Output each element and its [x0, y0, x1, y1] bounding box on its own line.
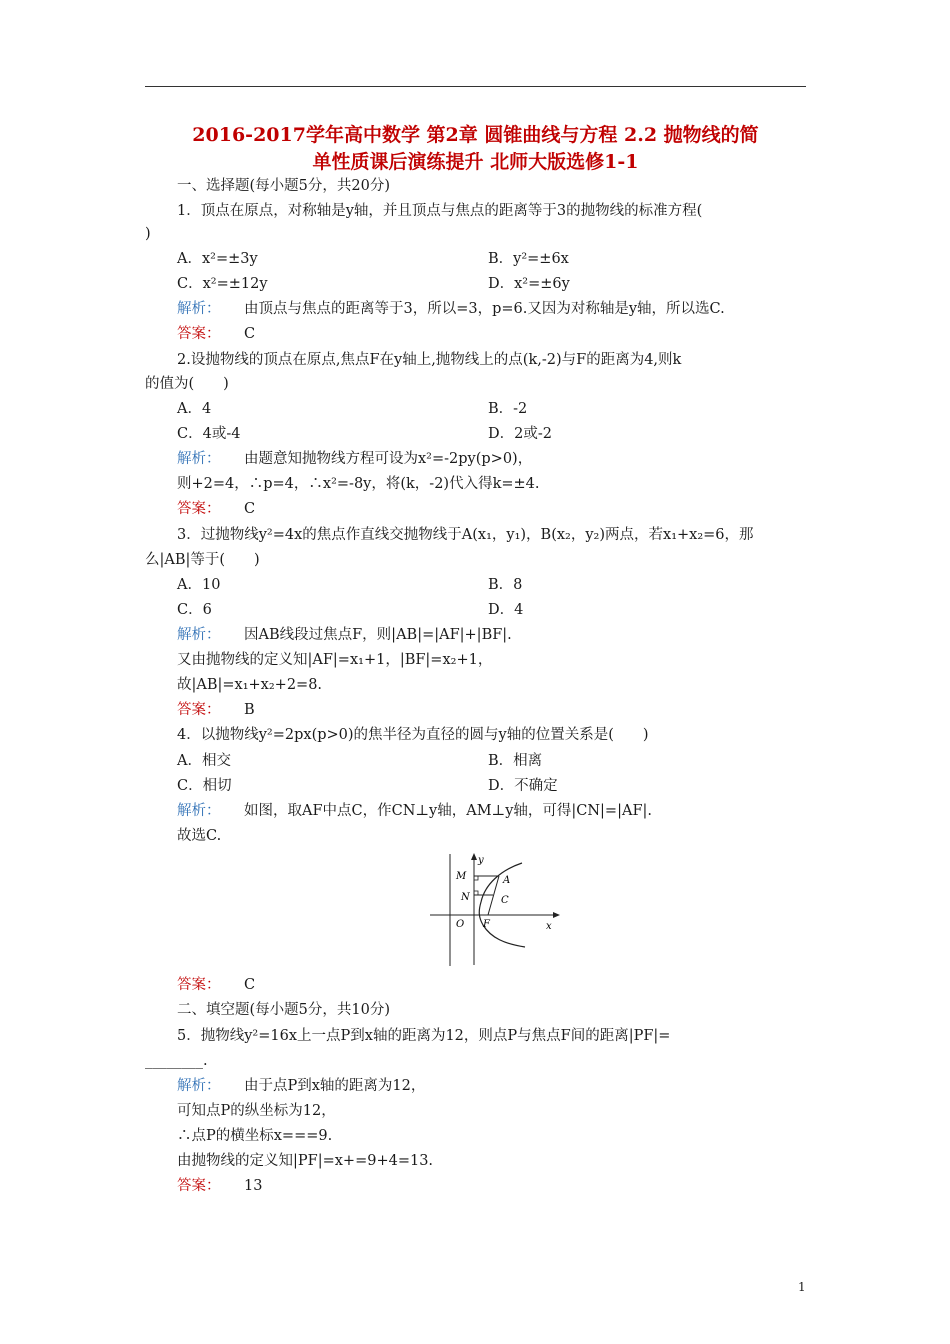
x-axis-arrow: [553, 912, 560, 918]
title-line-2: 单性质课后演练提升 北师大版选修1-1: [312, 151, 639, 173]
text-line: 5．抛物线y²=16x上一点P到x轴的距离为12，则点P与焦点F间的距离|PF|=: [177, 1028, 671, 1044]
text-line: A．10: [177, 577, 221, 593]
text-line: 2.设抛物线的顶点在原点,焦点F在y轴上,抛物线上的点(k,-2)与F的距离为4,则k: [177, 352, 682, 368]
header-rule: [145, 86, 806, 87]
text-line: 可知点P的纵坐标为12，: [177, 1103, 336, 1119]
text-line: 么|AB|等于( ): [145, 552, 260, 568]
text-line: 如图，取AF中点C，作CN⊥y轴，AM⊥y轴，可得|CN|=|AF|.: [244, 803, 652, 819]
text-line: 由抛物线的定义知|PF|=x+=9+4=13.: [177, 1153, 434, 1169]
text-line: 由于点P到x轴的距离为12，: [244, 1078, 426, 1094]
text-line: 的值为( ): [145, 376, 229, 392]
text-line: B．y²=±6x: [488, 251, 569, 267]
label-F: F: [483, 919, 490, 930]
answer-label: 答案：: [177, 977, 221, 993]
document-title: [145, 122, 806, 176]
text-line: C．相切: [177, 778, 232, 794]
solution-label: 解析：: [177, 803, 221, 819]
text-line: A．4: [177, 401, 212, 417]
text-line: C．6: [177, 602, 212, 618]
text-line: A．相交: [177, 753, 231, 769]
text-line: 则+2=4，∴p=4，∴x²=-8y，将(k，-2)代入得k=±4.: [177, 476, 540, 492]
text-line: C．x²=±12y: [177, 276, 268, 292]
text-line: A．x²=±3y: [177, 251, 258, 267]
label-N: N: [461, 892, 470, 903]
text-line: ): [145, 226, 151, 242]
text-line: D．2或-2: [488, 426, 552, 442]
text-line: C．4或-4: [177, 426, 241, 442]
right-angle-mark-N: [474, 891, 478, 895]
solution-label: 解析：: [177, 627, 221, 643]
page-number: 1: [798, 1280, 806, 1294]
text-line: 3．过抛物线y²=4x的焦点作直线交抛物线于A(x₁，y₁)，B(x₂，y₂)两点，若x₁+x₂=6，那: [177, 527, 754, 543]
text-line: 由题意知抛物线方程可设为x²=-2py(p>0)，: [244, 451, 533, 467]
text-line: 因AB线段过焦点F，则|AB|=|AF|+|BF|.: [244, 627, 512, 643]
text-line: C: [244, 501, 256, 517]
solution-label: 解析：: [177, 451, 221, 467]
text-line: B: [244, 702, 255, 718]
answer-label: 答案：: [177, 1178, 221, 1194]
text-line: 由顶点与焦点的距离等于3，所以=3，p=6.又因为对称轴是y轴，所以选C.: [244, 301, 725, 317]
text-line: 故选C.: [177, 828, 222, 844]
solution-label: 解析：: [177, 301, 221, 317]
text-line: 一、选择题(每小题5分，共20分): [177, 178, 390, 194]
text-line: 故|AB|=x₁+x₂+2=8.: [177, 677, 323, 693]
parabola-figure: [425, 852, 565, 970]
answer-label: 答案：: [177, 326, 221, 342]
text-line: 4．以抛物线y²=2px(p>0)的焦半径为直径的圆与y轴的位置关系是( ): [177, 727, 649, 743]
text-line: ∴点P的横坐标x===9.: [177, 1128, 333, 1144]
title-line-1: 2016-2017学年高中数学 第2章 圆锥曲线与方程 2.2 抛物线的简: [192, 124, 759, 146]
label-A: A: [503, 875, 511, 886]
label-y: y: [478, 855, 484, 866]
text-line: B．-2: [488, 401, 528, 417]
right-angle-mark-M: [474, 876, 478, 880]
text-line: 又由抛物线的定义知|AF|=x₁+1，|BF|=x₂+1，: [177, 652, 493, 668]
label-x: x: [546, 921, 552, 932]
answer-label: 答案：: [177, 702, 221, 718]
text-line: D．4: [488, 602, 524, 618]
solution-label: 解析：: [177, 1078, 221, 1094]
text-line: 二、填空题(每小题5分，共10分): [177, 1002, 390, 1018]
text-line: D．x²=±6y: [488, 276, 570, 292]
text-line: 13: [244, 1178, 263, 1194]
text-line: 1．顶点在原点，对称轴是y轴，并且顶点与焦点的距离等于3的抛物线的标准方程(: [177, 203, 703, 219]
text-line: C: [244, 977, 256, 993]
text-line: C: [244, 326, 256, 342]
text-line: ________.: [145, 1053, 208, 1069]
text-line: D．不确定: [488, 778, 558, 794]
label-M: M: [456, 871, 467, 882]
text-line: B．相离: [488, 753, 543, 769]
y-axis-arrow: [471, 853, 477, 860]
label-O: O: [456, 919, 465, 930]
answer-label: 答案：: [177, 501, 221, 517]
label-C: C: [501, 895, 509, 906]
text-line: B．8: [488, 577, 523, 593]
